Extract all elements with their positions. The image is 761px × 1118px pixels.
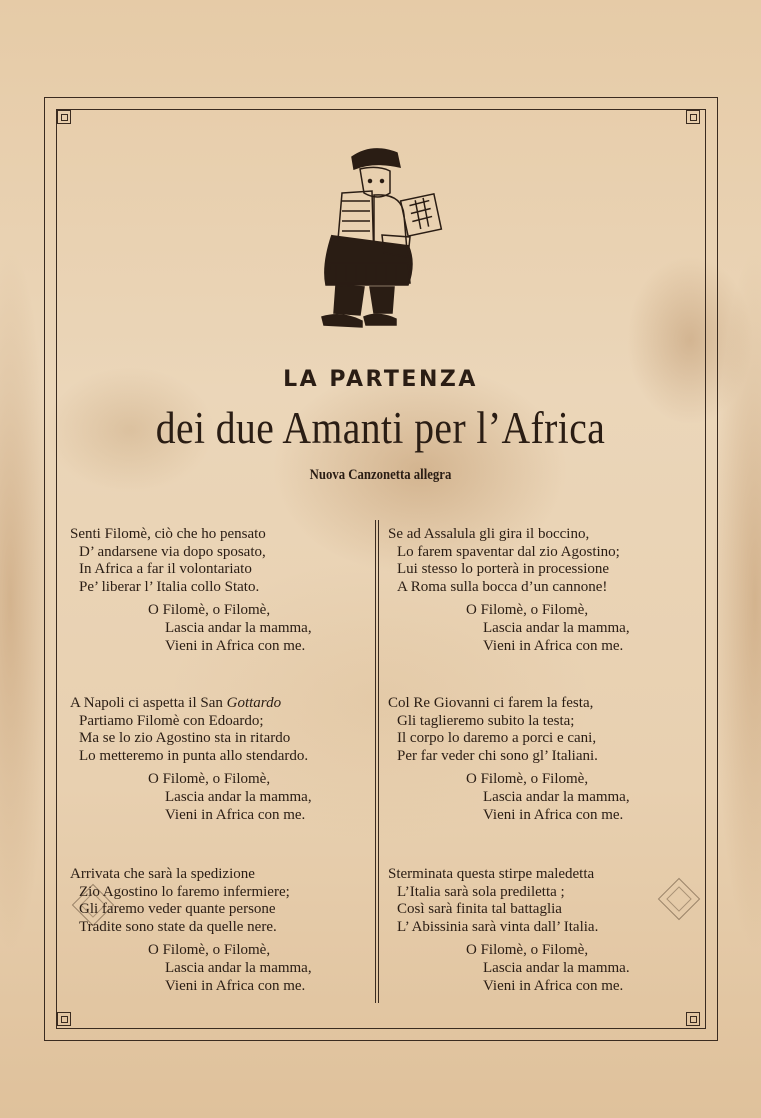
verse-line: Pe’ liberar l’ Italia collo Stato.: [79, 578, 260, 595]
refrain: [70, 771, 370, 824]
verse-line: Senti Filomè, ciò che ho pensato: [70, 526, 266, 542]
title-large-subtitle: dei due Amanti per l’Africa: [155, 403, 606, 453]
refrain-line: O Filomè, o Filomè,: [148, 942, 271, 959]
verse-line: D’ andarsene via dopo sposato,: [79, 543, 266, 560]
refrain: [70, 602, 370, 655]
refrain-line: Lascia andar la mamma,: [165, 959, 312, 976]
refrain-line: O Filomè, o Filomè,: [148, 602, 271, 619]
refrain-line: O Filomè, o Filomè,: [466, 771, 589, 788]
verse-line: Zio Agostino lo faremo infermiere;: [79, 883, 290, 900]
stanza-right-3: [388, 866, 698, 995]
corner-ornament-br: [686, 1012, 700, 1026]
refrain-line: O Filomè, o Filomè,: [148, 771, 271, 788]
corner-ornament-tl: [57, 110, 71, 124]
verse-line: In Africa a far il volontariato: [79, 561, 252, 578]
refrain: [388, 771, 698, 824]
verse-line: Gli faremo veder quante persone: [79, 901, 276, 918]
refrain-line: Vieni in Africa con me.: [165, 806, 306, 823]
verse-line: L’ Abissinia sarà vinta dall’ Italia.: [397, 918, 599, 935]
verse-line: Gli taglieremo subito la testa;: [397, 712, 575, 729]
refrain-line: Vieni in Africa con me.: [483, 806, 624, 823]
refrain-line: Lascia andar la mamma,: [483, 619, 630, 636]
refrain-line: O Filomè, o Filomè,: [466, 602, 589, 619]
subtitle: Nuova Canzonetta allegra: [309, 467, 452, 483]
verse-line: [70, 695, 370, 713]
verse-line: Lo farem spaventar dal zio Agostino;: [397, 543, 620, 560]
verse-line: Se ad Assalula gli gira il boccino,: [388, 526, 590, 542]
verse-line: Il corpo lo daremo a porci e cani,: [397, 730, 597, 747]
verse-line: Sterminata questa stirpe maledetta: [388, 866, 595, 882]
refrain-line: Vieni in Africa con me.: [483, 977, 624, 994]
refrain-line: O Filomè, o Filomè,: [466, 942, 589, 959]
verse-line: A Roma sulla bocca d’un cannone!: [397, 578, 608, 595]
verse-line: Arrivata che sarà la spedizione: [70, 866, 255, 882]
refrain-line: Lascia andar la mamma,: [165, 788, 312, 805]
verse-line-text: A Napoli ci aspetta il San: [70, 695, 227, 711]
verse-line: Partiamo Filomè con Edoardo;: [79, 712, 264, 729]
stanza-left-1: [70, 526, 370, 655]
verse-line: Tradite sono state da quelle nere.: [79, 918, 277, 935]
refrain-line: Lascia andar la mamma.: [483, 959, 630, 976]
title: LA PARTENZA: [283, 367, 478, 392]
stanza-right-2: [388, 695, 698, 824]
refrain-line: Vieni in Africa con me.: [165, 637, 306, 654]
refrain-line: Lascia andar la mamma,: [165, 619, 312, 636]
woodcut-illustration: [312, 145, 452, 330]
corner-ornament-tr: [686, 110, 700, 124]
verse-line: Per far veder chi sono gl’ Italiani.: [397, 747, 598, 764]
stanza-left-2: [70, 695, 370, 824]
stanza-right-1: [388, 526, 698, 655]
verse-line: Così sarà finita tal battaglia: [397, 901, 562, 918]
corner-ornament-bl: [57, 1012, 71, 1026]
refrain-line: Lascia andar la mamma,: [483, 788, 630, 805]
verse-line: Ma se lo zio Agostino sta in ritardo: [79, 730, 291, 747]
refrain: [70, 942, 370, 995]
refrain-line: Vieni in Africa con me.: [483, 637, 624, 654]
refrain: [388, 602, 698, 655]
verse-italic-word: Gottardo: [226, 695, 282, 711]
stanza-left-3: [70, 866, 370, 995]
verse-line: Lui stesso lo porterà in processione: [397, 561, 610, 578]
verse-line: L’Italia sarà sola prediletta ;: [397, 883, 565, 900]
verse-line: Lo metteremo in punta allo stendardo.: [79, 747, 309, 764]
column-divider: [375, 520, 379, 1003]
refrain: [388, 942, 698, 995]
verse-line: Col Re Giovanni ci farem la festa,: [388, 695, 594, 711]
refrain-line: Vieni in Africa con me.: [165, 977, 306, 994]
